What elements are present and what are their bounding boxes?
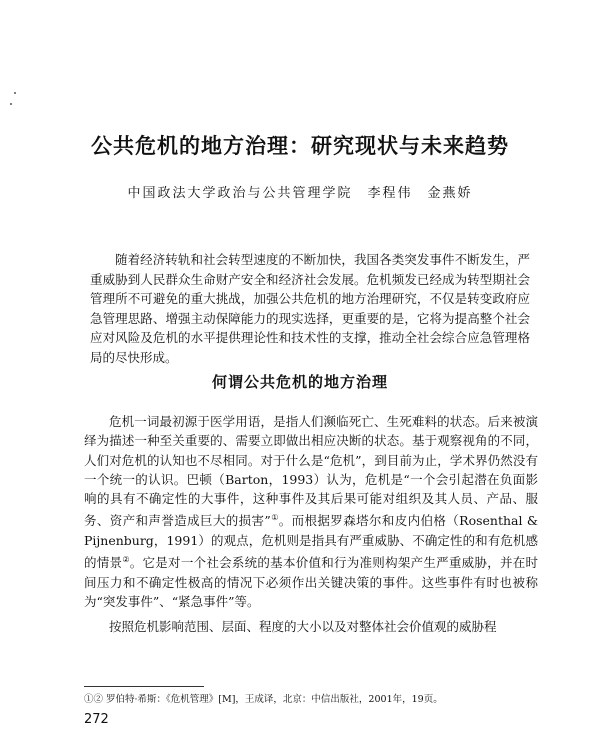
- body-text-run: 。而根据罗森塔尔和皮内伯格（Rosenthal & Pijnenburg，1991）的观点，危机则是指具有严重威胁、不确定性的和有危机感的情景: [84, 513, 538, 571]
- scan-speck: [14, 92, 16, 94]
- article-title: 公共危机的地方治理：研究现状与未来趋势: [91, 133, 509, 158]
- footnote-marker: ①: [270, 513, 279, 523]
- footnote-marker: ②: [122, 555, 130, 565]
- footnote-divider: [84, 686, 204, 687]
- scan-speck: [10, 103, 12, 105]
- abstract: [90, 250, 530, 367]
- footnote: ①② 罗伯特·希斯：《危机管理》[M]，王成译，北京：中信出版社，2001年，19页。: [84, 694, 443, 705]
- page-number: 272: [84, 712, 109, 727]
- body-paragraph: [84, 412, 538, 611]
- section-heading: 何谓公共危机的地方治理: [211, 373, 388, 391]
- body-text-run: 。它是对一个社会系统的基本价值和行为准则构架产生严重威胁，并在时间压力和不确定性极高的情况下必须作出关键决策的事件。这些事件有时也被称为“突发事件”、“紧急事件”等。: [84, 555, 538, 609]
- author-byline: 中国政法大学政治与公共管理学院 李程伟 金燕娇: [127, 186, 473, 201]
- abstract-paragraph: 随着经济转轨和社会转型速度的不断加快，我国各类突发事件不断发生，严重威胁到人民群众生命财产安全和经济社会发展。危机频发已经成为转型期社会管理所不可避免的重大挑战，加强公共危机的地方治理研究，不仅是转变政府应急管理思路、增强主动保障能力的现实选择，更重要的是，它将为提高整个社会应对风险及危机的水平提供理论性和技术性的支撑，推动全社会综合应急管理格局的尽快形成。: [90, 252, 530, 365]
- body-text-run: 危机一词最初源于医学用语，是指人们濒临死亡、生死难料的状态。后来被演绎为描述一种至关重要的、需要立即做出相应决断的状态。基于观察视角的不同，人们对危机的认知也不尽相同。对于什么是“危机”，到目前为止，学术界仍然没有一个统一的认识。巴顿（Barton，1993）认为，危机是“一个会引起潜在负面影响的具有不确定性的大事件，这种事件及其后果可能对组织及其人员、产品、服务、资产和声誉造成巨大的损害”: [84, 414, 538, 529]
- body-text: [84, 412, 538, 637]
- body-paragraph: 按照危机影响范围、层面、程度的大小以及对整体社会价值观的威胁程: [109, 619, 497, 635]
